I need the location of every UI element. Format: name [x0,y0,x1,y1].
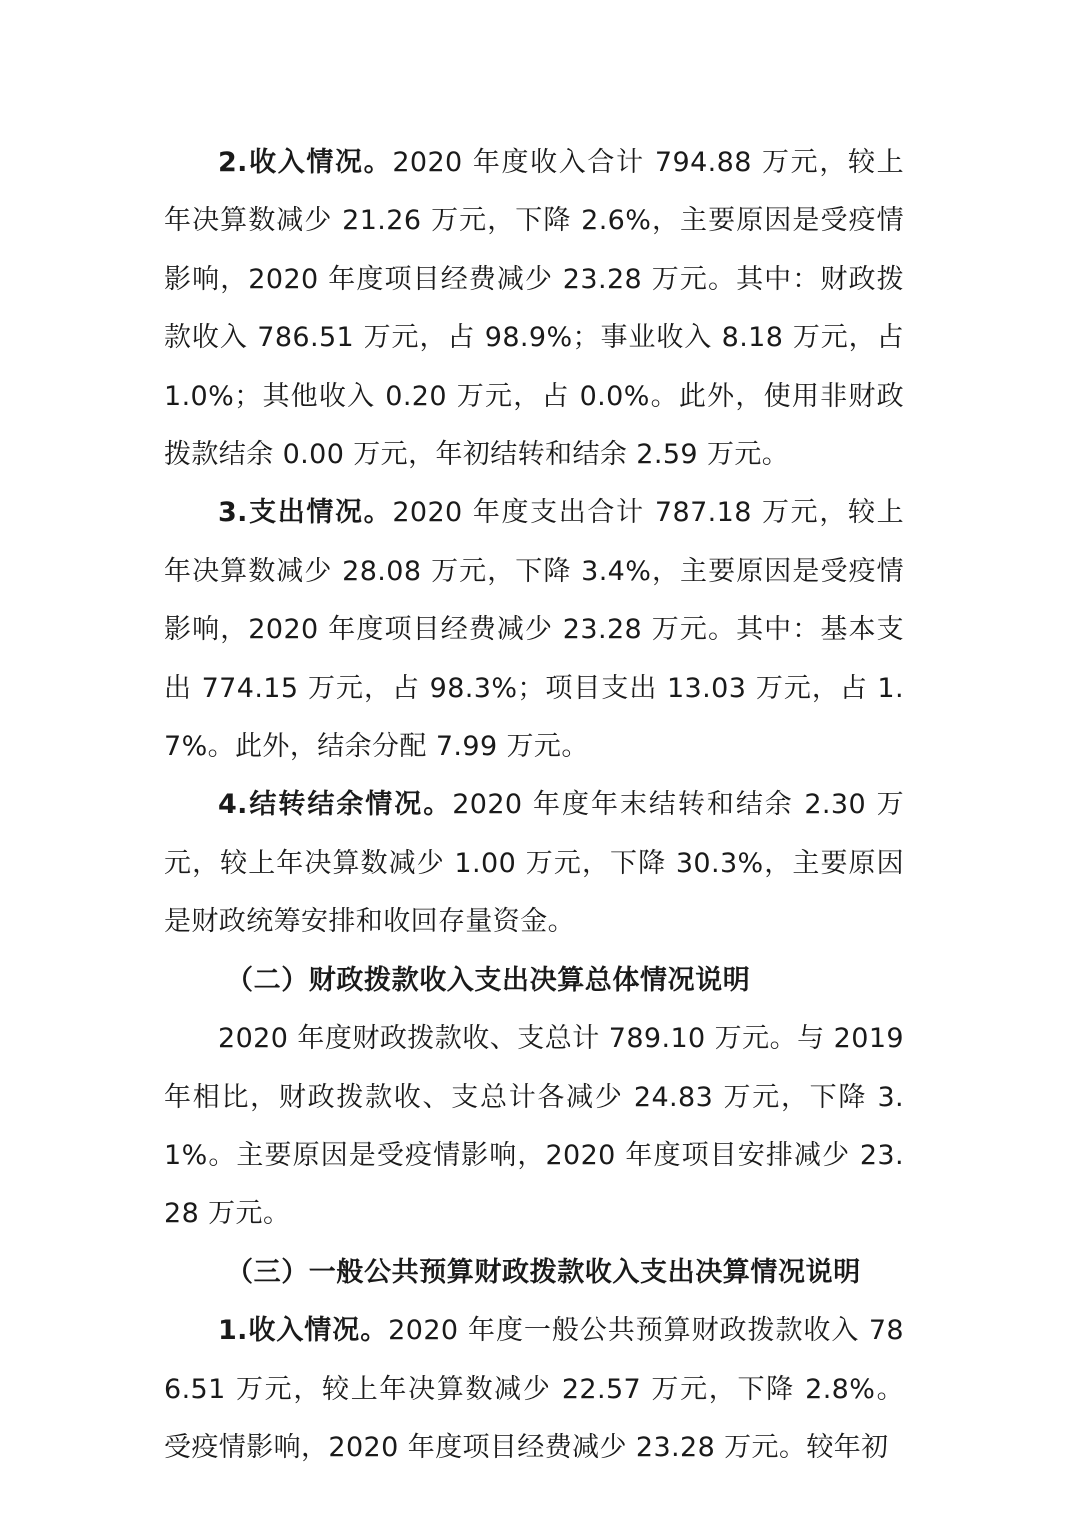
expense-paragraph [164,484,904,776]
income-paragraph [164,134,904,484]
expense-heading: 3.支出情况。 [218,497,393,529]
general-income-heading: 1.收入情况。 [218,1315,389,1347]
section-heading-general-budget: （三）一般公共预算财政拨款收入支出决算情况说明 [226,1256,861,1288]
document-page [164,134,904,1477]
carryover-paragraph [164,776,904,951]
fiscal-total-paragraph: 2020 年度财政拨款收、支总计 789.10 万元。与 2019 年相比，财政拨款收、支总计各减少 24.83 万元，下降 3.1%。主要原因是受疫情影响，2020 年度项目安排减少 23.28 万元。 [164,1023,904,1230]
expense-text: 2020 年度支出合计 787.18 万元，较上年决算数减少 28.08 万元，下降 3.4%，主要原因是受疫情影响，2020 年度项目经费减少 23.28 万元。其中：基本支出 774.15 万元，占 98.3%；项目支出 13.03 万元，占 1.7%。此外，结余分配 7.99 万元。 [164,497,904,763]
general-income-text: 2020 年度一般公共预算财政拨款收入 786.51 万元，较上年决算数减少 22.57 万元，下降 2.8%。受疫情影响，2020 年度项目经费减少 23.28 万元。较年初 [164,1315,904,1463]
income-heading: 2.收入情况。 [218,147,393,178]
section-heading-fiscal-total: （二）财政拨款收入支出决算总体情况说明 [226,964,751,996]
general-income-paragraph [164,1302,904,1477]
carryover-text: 2020 年度年末结转和结余 2.30 万元，较上年决算数减少 1.00 万元，下降 30.3%，主要原因是财政统筹安排和收回存量资金。 [164,789,904,938]
carryover-heading: 4.结转结余情况。 [218,789,453,821]
income-text: 2020 年度收入合计 794.88 万元，较上年决算数减少 21.26 万元，下降 2.6%，主要原因是受疫情影响，2020 年度项目经费减少 23.28 万元。其中：财政拨款收入 786.51 万元，占 98.9%；事业收入 8.18 万元，占 1.0%；其他收入 0.20 万元，占 0.0%。此外，使用非财政拨款结余 0.00 万元，年初结转和结余 2.59 万元。 [164,147,904,471]
